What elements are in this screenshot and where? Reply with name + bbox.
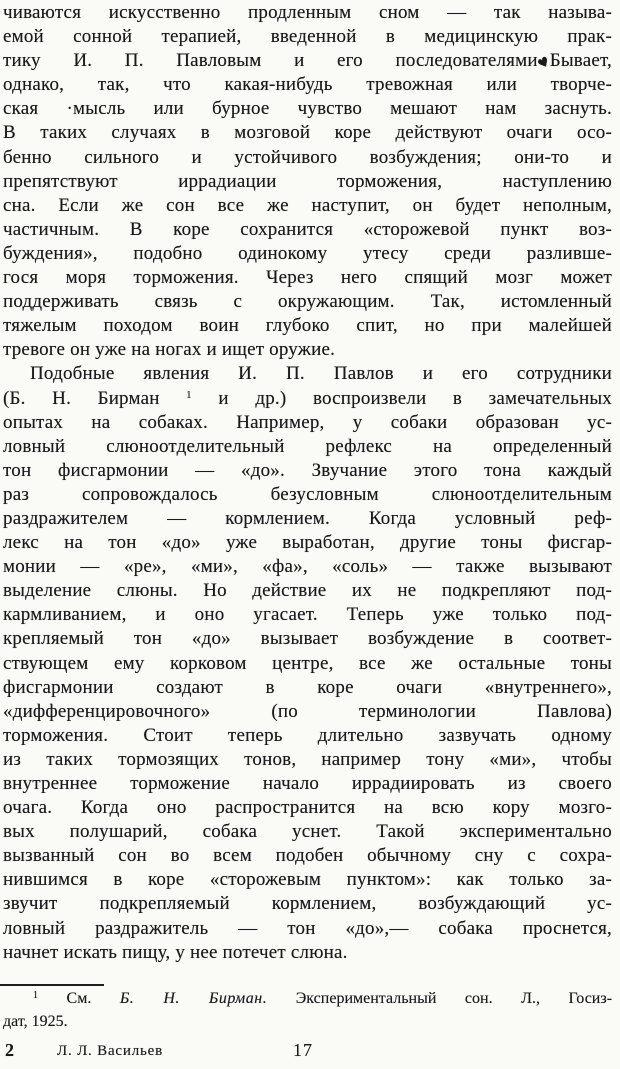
footnote-text: Экспериментальный сон. Л., Госиз- <box>295 990 613 1007</box>
text-line: ловный раздражитель — тон «до»,— собака проснется, <box>3 917 612 939</box>
footnote <box>3 988 612 1033</box>
text-line <box>3 49 612 73</box>
footnote-line: дат, 1925. <box>3 1012 68 1030</box>
text-line: начнет искать пищу, у нее потечет слюна. <box>3 941 348 963</box>
ink-blot-icon: ♥ <box>535 54 553 74</box>
text-line: препятствуют иррадиации торможения, наступлению <box>3 170 612 192</box>
text-line: раз сопровождалось безусловным слюноотделительным <box>3 483 612 505</box>
text-line <box>3 387 612 411</box>
footnote-reference: 1 <box>186 388 192 401</box>
text-line: однако, так, что какая-нибудь тревожная или творче- <box>3 74 612 96</box>
text-line: лекс на тон «до» уже выработан, другие тоны фисгар- <box>3 532 612 554</box>
text-line: бенно сильного и устойчивого возбуждения; они-то и <box>3 146 612 168</box>
text-line: тяжелым походом воин глубоко спит, но при малейшей <box>3 315 612 337</box>
page-number: 17 <box>293 1040 313 1060</box>
text-line: нившимся в коре «сторожевым пунктом»: как только за- <box>3 869 612 891</box>
text-line: внутреннее торможение начало иррадиировать из своего <box>3 773 612 794</box>
text-line: тон фисгармонии — «до». Звучание этого тона каждый <box>3 459 612 481</box>
paragraph-2 <box>3 362 612 964</box>
text-line: ловный слюноотделительный рефлекс на определенный <box>3 435 612 457</box>
footnote-author: Б. Н. Бирман. <box>119 990 268 1007</box>
footnote-rule <box>0 984 104 986</box>
text-line: чиваются искусственно продленным сном — так называ- <box>3 2 612 23</box>
text-line: очага. Когда оно распространится на всю кору мозго- <box>3 797 612 819</box>
text-line: торможения. Стоит теперь длительно зазвучать одному <box>3 724 612 746</box>
text-line: буждения», подобно одинокому утесу среди разливше- <box>3 242 612 264</box>
text-line: звучит подкрепляемый кормлением, возбуждающий ус- <box>3 893 612 915</box>
text-line: вызванный сон во всем подобен обычному сну с сохра- <box>3 845 612 867</box>
text-line: В таких случаях в мозговой коре действуют очаги осо- <box>3 122 612 144</box>
running-author: Л. Л. Васильев <box>57 1043 163 1059</box>
signature-number: 2 <box>5 1040 14 1060</box>
text-segment: (Б. Н. Бирман <box>3 387 160 409</box>
footnote-marker: 1 <box>33 990 38 1001</box>
paragraph-1 <box>3 1 612 362</box>
text-line: «дифференцировочного» (по терминологии Павлова) <box>3 700 612 722</box>
footnote-see-label: См. <box>66 990 92 1007</box>
text-segment: тику И. П. Павловым и его последователями <box>3 50 538 72</box>
footnote-line <box>3 988 612 1011</box>
page-text-block <box>3 1 612 965</box>
text-line: вых полушарий, собака уснет. Такой экспериментально <box>3 821 612 843</box>
text-line: поддерживать связь с окружающим. Так, истомленный <box>3 291 612 313</box>
text-line: сна. Если же сон все же наступит, он будет неполным, <box>3 194 612 216</box>
text-line: из таких тормозящих тонов, например тону «ми», чтобы <box>3 748 612 770</box>
text-line: емой сонной терапией, введенной в медицинскую прак- <box>3 26 612 48</box>
text-line: раздражителем — кормлением. Когда условный реф- <box>3 507 612 529</box>
text-line: выделение слюны. Но действие их не подкрепляют под- <box>3 580 612 602</box>
text-line: фисгармонии создают в коре очаги «внутреннего», <box>3 676 612 698</box>
text-line: монии — «ре», «ми», «фа», «соль» — также вызывают <box>3 556 612 578</box>
text-line: кармливанием, и оно угасает. Теперь уже только под- <box>3 604 612 626</box>
page-footer <box>0 1040 620 1066</box>
text-line: крепляемый тон «до» вызывает возбуждение в соответ- <box>3 628 612 650</box>
text-line: опытах на собаках. Например, у собаки образован ус- <box>3 411 612 433</box>
text-segment: Бывает, <box>549 50 612 72</box>
text-segment: и др.) воспроизвели в замечательных <box>218 387 613 409</box>
text-line: Подобные явления И. П. Павлов и его сотрудники <box>30 363 612 385</box>
text-line: ствующем ему корковом центре, все же остальные тоны <box>3 652 612 674</box>
text-line: гося моря торможения. Через него спящий мозг может <box>3 267 612 289</box>
text-line: тревоге он уже на ногах и ищет оружие. <box>3 339 336 361</box>
text-line: ская ·мысль или бурное чувство мешают нам заснуть. <box>3 98 612 120</box>
text-line: частичным. В коре сохранится «сторожевой пункт воз- <box>3 218 612 240</box>
